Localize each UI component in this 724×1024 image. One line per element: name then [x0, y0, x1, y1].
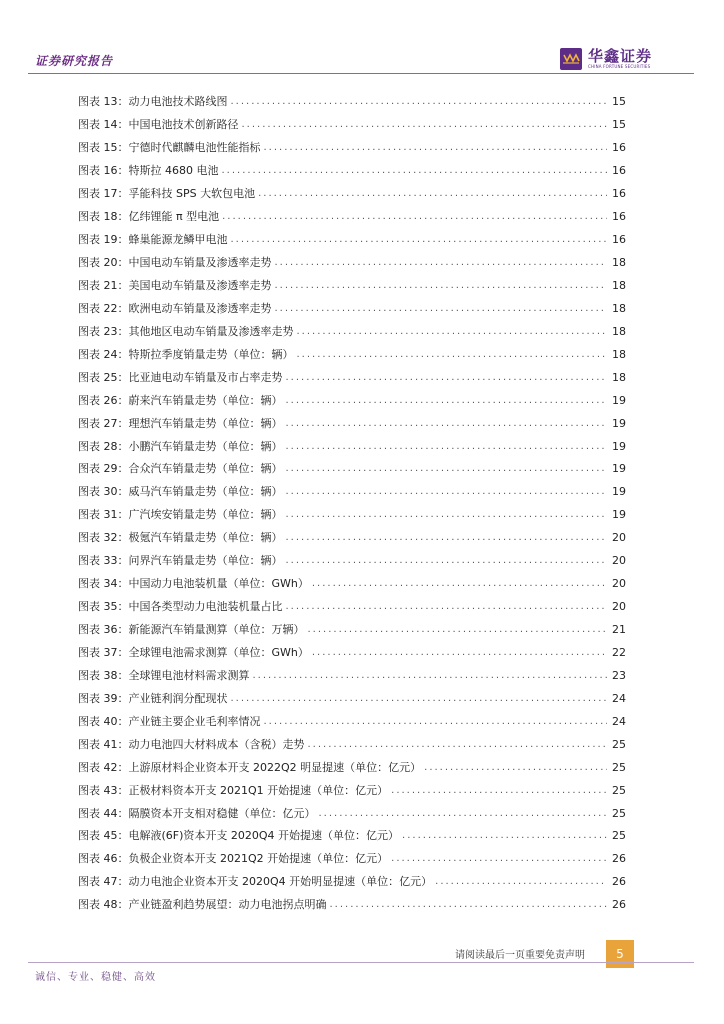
toc-entry[interactable] [78, 389, 626, 412]
toc-entry-page: 24 [612, 714, 626, 728]
toc-entry-page: 21 [612, 623, 626, 637]
toc-entry[interactable] [78, 756, 626, 779]
header-divider [28, 73, 694, 74]
toc-entry[interactable] [78, 297, 626, 320]
toc-dot-leader [275, 256, 608, 270]
toc-dot-leader [275, 302, 608, 316]
toc-entry[interactable] [78, 825, 626, 848]
toc-entry-page: 16 [612, 233, 626, 247]
toc-dot-leader [286, 554, 608, 568]
toc-dot-leader [286, 508, 608, 522]
toc-entry-page: 19 [612, 393, 626, 407]
company-slogan: 诚信、专业、稳健、高效 [35, 972, 156, 983]
toc-entry-page: 25 [612, 760, 626, 774]
toc-entry-title: 图表 33：问界汽车销量走势（单位：辆） [78, 554, 283, 568]
page-number-badge: 5 [606, 940, 634, 968]
toc-dot-leader [297, 348, 608, 362]
toc-dot-leader [286, 394, 608, 408]
toc-entry-title: 图表 48：产业链盈利趋势展望：动力电池拐点明确 [78, 898, 327, 912]
toc-dot-leader [391, 784, 607, 798]
logo-mark-icon [560, 48, 582, 70]
toc-entry-title: 图表 21：美国电动车销量及渗透率走势 [78, 278, 272, 292]
toc-entry-title: 图表 27：理想汽车销量走势（单位：辆） [78, 416, 283, 430]
toc-dot-leader [286, 371, 608, 385]
toc-entry-page: 20 [612, 531, 626, 545]
toc-entry[interactable] [78, 710, 626, 733]
toc-entry-page: 15 [612, 95, 626, 109]
toc-entry-title: 图表 36：新能源汽车销量测算（单位：万辆） [78, 623, 305, 637]
toc-entry-title: 图表 22：欧洲电动车销量及渗透率走势 [78, 301, 272, 315]
toc-dot-leader [330, 898, 608, 912]
toc-entry[interactable] [78, 871, 626, 894]
toc-dot-leader [221, 164, 607, 178]
toc-entry-page: 22 [612, 645, 626, 659]
toc-entry-page: 19 [612, 508, 626, 522]
toc-entry[interactable] [78, 664, 626, 687]
toc-entry[interactable] [78, 160, 626, 183]
toc-entry-page: 20 [612, 600, 626, 614]
toc-entry[interactable] [78, 343, 626, 366]
toc-dot-leader [242, 118, 608, 132]
toc-entry[interactable] [78, 642, 626, 665]
toc-entry[interactable] [78, 114, 626, 137]
toc-entry-page: 16 [612, 141, 626, 155]
logo-english-name: CHINA FORTUNE SECURITIES [588, 64, 651, 69]
toc-entry[interactable] [78, 504, 626, 527]
toc-entry-title: 图表 14：中国电池技术创新路径 [78, 118, 239, 132]
toc-entry[interactable] [78, 412, 626, 435]
toc-entry[interactable] [78, 848, 626, 871]
toc-entry-title: 图表 32：极氪汽车销量走势（单位：辆） [78, 531, 283, 545]
toc-entry[interactable] [78, 275, 626, 298]
toc-entry[interactable] [78, 91, 626, 114]
toc-dot-leader [264, 141, 608, 155]
toc-dot-leader [253, 669, 608, 683]
toc-entry[interactable] [78, 894, 626, 917]
toc-entry[interactable] [78, 596, 626, 619]
toc-entry[interactable] [78, 458, 626, 481]
toc-entry-page: 23 [612, 668, 626, 682]
toc-entry-title: 图表 15：宁德时代麒麟电池性能指标 [78, 141, 261, 155]
toc-entry-title: 图表 18：亿纬锂能 π 型电池 [78, 210, 220, 224]
disclaimer-notice: 请阅读最后一页重要免责声明 [455, 950, 585, 961]
toc-entry-page: 24 [612, 691, 626, 705]
toc-entry-title: 图表 13：动力电池技术路线图 [78, 95, 228, 109]
toc-entry-title: 图表 47：动力电池企业资本开支 2020Q4 开始明显提速（单位：亿元） [78, 875, 433, 889]
toc-dot-leader [312, 646, 607, 660]
toc-dot-leader [435, 875, 607, 889]
toc-dot-leader [258, 187, 607, 201]
toc-entry-page: 19 [612, 462, 626, 476]
toc-entry-page: 20 [612, 577, 626, 591]
toc-dot-leader [297, 325, 608, 339]
toc-entry[interactable] [78, 435, 626, 458]
toc-entry-title: 图表 17：孚能科技 SPS 大软包电池 [78, 187, 256, 201]
toc-dot-leader [319, 807, 608, 821]
toc-dot-leader [308, 738, 608, 752]
footer-divider [28, 962, 694, 963]
toc-entry-page: 19 [612, 416, 626, 430]
toc-entry[interactable] [78, 733, 626, 756]
toc-dot-leader [391, 852, 607, 866]
toc-entry-title: 图表 30：威马汽车销量走势（单位：辆） [78, 485, 283, 499]
toc-entry-page: 25 [612, 737, 626, 751]
toc-entry-title: 图表 35：中国各类型动力电池装机量占比 [78, 600, 283, 614]
toc-entry[interactable] [78, 481, 626, 504]
toc-entry-page: 25 [612, 806, 626, 820]
toc-entry[interactable] [78, 252, 626, 275]
toc-entry[interactable] [78, 619, 626, 642]
report-type-label: 证券研究报告 [35, 54, 114, 68]
toc-entry-title: 图表 24：特斯拉季度销量走势（单位：辆） [78, 347, 294, 361]
toc-dot-leader [231, 692, 608, 706]
company-logo [560, 45, 690, 73]
toc-entry-page: 18 [612, 301, 626, 315]
toc-entry-title: 图表 40：产业链主要企业毛利率情况 [78, 714, 261, 728]
toc-entry[interactable] [78, 802, 626, 825]
logo-chinese-name: 华鑫证券 [588, 47, 653, 65]
toc-entry-title: 图表 44：隔膜资本开支相对稳健（单位：亿元） [78, 806, 316, 820]
toc-entry[interactable] [78, 366, 626, 389]
toc-entry-title: 图表 46：负极企业资本开支 2021Q2 开始提速（单位：亿元） [78, 852, 389, 866]
toc-entry-title: 图表 45：电解液(6F)资本开支 2020Q4 开始提速（单位：亿元） [78, 829, 400, 843]
toc-entry[interactable] [78, 550, 626, 573]
toc-entry[interactable] [78, 320, 626, 343]
toc-dot-leader [231, 233, 608, 247]
toc-entry-page: 15 [612, 118, 626, 132]
toc-entry-page: 20 [612, 554, 626, 568]
toc-dot-leader [231, 95, 608, 109]
toc-entry-title: 图表 25：比亚迪电动车销量及市占率走势 [78, 370, 283, 384]
toc-entry-title: 图表 19：蜂巢能源龙鳞甲电池 [78, 233, 228, 247]
toc-dot-leader [286, 531, 608, 545]
toc-entry-page: 25 [612, 829, 626, 843]
toc-entry-page: 18 [612, 256, 626, 270]
toc-entry-title: 图表 26：蔚来汽车销量走势（单位：辆） [78, 393, 283, 407]
toc-dot-leader [286, 600, 608, 614]
toc-entry-page: 16 [612, 187, 626, 201]
toc-entry-title: 图表 31：广汽埃安销量走势（单位：辆） [78, 508, 283, 522]
toc-entry-page: 16 [612, 164, 626, 178]
toc-dot-leader [312, 577, 607, 591]
toc-entry-page: 25 [612, 783, 626, 797]
toc-entry-title: 图表 37：全球锂电池需求测算（单位：GWh） [78, 645, 309, 659]
toc-entry[interactable] [78, 183, 626, 206]
toc-dot-leader [424, 761, 607, 775]
toc-entry[interactable] [78, 779, 626, 802]
toc-dot-leader [286, 440, 608, 454]
toc-entry-page: 26 [612, 898, 626, 912]
toc-dot-leader [286, 417, 608, 431]
toc-dot-leader [264, 715, 608, 729]
toc-entry-title: 图表 41：动力电池四大材料成本（含税）走势 [78, 737, 305, 751]
toc-dot-leader [222, 210, 607, 224]
toc-entry-title: 图表 20：中国电动车销量及渗透率走势 [78, 256, 272, 270]
toc-entry-title: 图表 28：小鹏汽车销量走势（单位：辆） [78, 439, 283, 453]
toc-entry[interactable] [78, 229, 626, 252]
toc-entry-title: 图表 43：正极材料资本开支 2021Q1 开始提速（单位：亿元） [78, 783, 389, 797]
toc-entry-title: 图表 39：产业链利润分配现状 [78, 691, 228, 705]
figure-index-list [78, 91, 626, 917]
toc-entry-page: 19 [612, 485, 626, 499]
toc-entry-page: 19 [612, 439, 626, 453]
toc-dot-leader [275, 279, 608, 293]
toc-entry-page: 18 [612, 347, 626, 361]
toc-entry-page: 18 [612, 324, 626, 338]
toc-dot-leader [308, 623, 608, 637]
toc-entry[interactable] [78, 137, 626, 160]
toc-entry-page: 26 [612, 852, 626, 866]
toc-entry-page: 18 [612, 370, 626, 384]
toc-entry[interactable] [78, 527, 626, 550]
toc-dot-leader [402, 829, 607, 843]
toc-entry[interactable] [78, 687, 626, 710]
toc-entry-title: 图表 29：合众汽车销量走势（单位：辆） [78, 462, 283, 476]
toc-entry-title: 图表 34：中国动力电池装机量（单位：GWh） [78, 577, 309, 591]
toc-entry-title: 图表 42：上游原材料企业资本开支 2022Q2 明显提速（单位：亿元） [78, 760, 422, 774]
toc-entry[interactable] [78, 573, 626, 596]
toc-entry-title: 图表 38：全球锂电池材料需求测算 [78, 668, 250, 682]
toc-entry-page: 16 [612, 210, 626, 224]
toc-entry-page: 26 [612, 875, 626, 889]
toc-dot-leader [286, 462, 608, 476]
toc-entry-page: 18 [612, 278, 626, 292]
toc-dot-leader [286, 485, 608, 499]
toc-entry[interactable] [78, 206, 626, 229]
toc-entry-title: 图表 16：特斯拉 4680 电池 [78, 164, 219, 178]
toc-entry-title: 图表 23：其他地区电动车销量及渗透率走势 [78, 324, 294, 338]
